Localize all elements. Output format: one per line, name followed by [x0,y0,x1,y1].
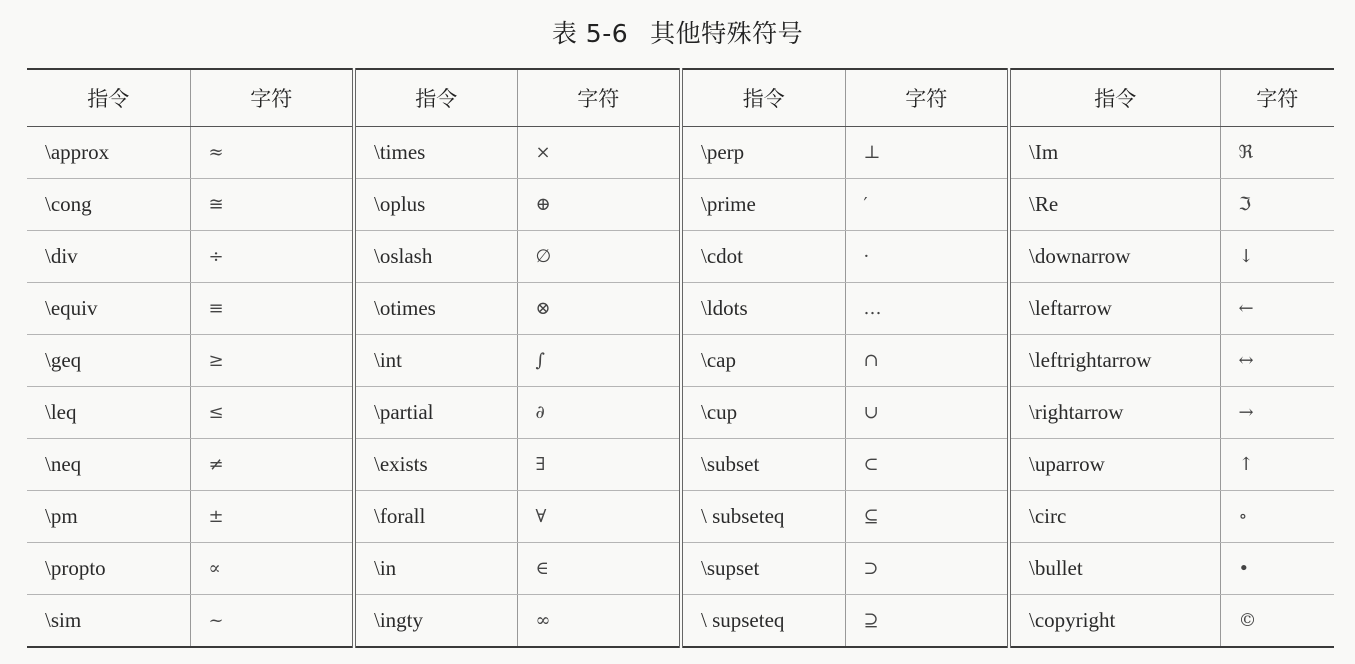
symbol-cell: ≤ [190,387,354,439]
command-cell: \circ [1009,491,1220,543]
command-cell: \cap [681,335,845,387]
symbol-cell: × [517,127,681,179]
symbol-cell: ∝ [190,543,354,595]
command-cell: \cup [681,387,845,439]
symbol-cell: ≡ [190,283,354,335]
symbol-cell: ↑ [1220,439,1334,491]
table-row [27,179,1334,231]
table-caption [0,14,1355,50]
symbol-cell: ∀ [517,491,681,543]
command-cell: \leftrightarrow [1009,335,1220,387]
command-cell: \bullet [1009,543,1220,595]
table-row [27,387,1334,439]
table-row [27,543,1334,595]
symbol-cell: ∫ [517,335,681,387]
table-row [27,595,1334,648]
command-cell: \otimes [354,283,517,335]
table-row [27,127,1334,179]
symbol-cell: ℜ [1220,127,1334,179]
command-cell: \leq [27,387,190,439]
command-cell: \times [354,127,517,179]
symbol-cell: ⊕ [517,179,681,231]
table-title: 其他特殊符号 [650,19,804,48]
command-cell: \in [354,543,517,595]
symbol-cell: ℑ [1220,179,1334,231]
symbol-cell: ∈ [517,543,681,595]
command-cell: \prime [681,179,845,231]
command-cell: \div [27,231,190,283]
command-cell: \neq [27,439,190,491]
symbol-cell: ≅ [190,179,354,231]
column-header-character: 字符 [845,69,1009,127]
symbol-cell: ∅ [517,231,681,283]
column-header-command: 指令 [681,69,845,127]
symbol-cell: ÷ [190,231,354,283]
table-row [27,283,1334,335]
symbol-cell: ⊃ [845,543,1009,595]
command-cell: \rightarrow [1009,387,1220,439]
command-cell: \ingty [354,595,517,648]
table-row [27,231,1334,283]
column-header-character: 字符 [1220,69,1334,127]
symbol-cell: … [845,283,1009,335]
symbol-table [27,68,1334,648]
symbol-cell: ∩ [845,335,1009,387]
symbol-cell: ≥ [190,335,354,387]
column-header-command: 指令 [27,69,190,127]
command-cell: \oplus [354,179,517,231]
symbol-cell: ~ [190,595,354,648]
symbol-cell: ∘ [1220,491,1334,543]
table-row [27,335,1334,387]
command-cell: \Re [1009,179,1220,231]
symbol-cell: ≈ [190,127,354,179]
command-cell: \subset [681,439,845,491]
command-cell: \equiv [27,283,190,335]
column-header-command: 指令 [1009,69,1220,127]
command-cell: \Im [1009,127,1220,179]
command-cell: \downarrow [1009,231,1220,283]
header-row [27,69,1334,127]
symbol-cell: ≠ [190,439,354,491]
command-cell: \propto [27,543,190,595]
command-cell: \approx [27,127,190,179]
symbol-cell: ′ [845,179,1009,231]
command-cell: \supset [681,543,845,595]
symbol-cell: ⊇ [845,595,1009,648]
command-cell: \forall [354,491,517,543]
command-cell: \cdot [681,231,845,283]
column-header-command: 指令 [354,69,517,127]
command-cell: \sim [27,595,190,648]
symbol-cell: → [1220,387,1334,439]
table-row [27,491,1334,543]
command-cell: \int [354,335,517,387]
symbol-cell: ∂ [517,387,681,439]
symbol-cell: ← [1220,283,1334,335]
symbol-cell: ∃ [517,439,681,491]
command-cell: \copyright [1009,595,1220,648]
command-cell: \ldots [681,283,845,335]
table-body [27,127,1334,648]
command-cell: \partial [354,387,517,439]
symbol-cell: ∞ [517,595,681,648]
command-cell: \ supseteq [681,595,845,648]
symbol-cell: · [845,231,1009,283]
command-cell: \exists [354,439,517,491]
symbol-cell: ⊆ [845,491,1009,543]
symbol-cell: ↓ [1220,231,1334,283]
command-cell: \perp [681,127,845,179]
symbol-cell: ± [190,491,354,543]
symbol-cell: ⊥ [845,127,1009,179]
command-cell: \uparrow [1009,439,1220,491]
command-cell: \oslash [354,231,517,283]
command-cell: \pm [27,491,190,543]
column-header-character: 字符 [190,69,354,127]
symbol-cell: © [1238,610,1257,631]
symbol-cell: ∪ [845,387,1009,439]
table-row [27,439,1334,491]
column-header-character: 字符 [517,69,681,127]
command-cell: \cong [27,179,190,231]
table-number: 表 5-6 [551,19,629,48]
command-cell: \leftarrow [1009,283,1220,335]
symbol-cell: ⊂ [845,439,1009,491]
command-cell: \ subseteq [681,491,845,543]
command-cell: \geq [27,335,190,387]
symbol-cell: • [1220,543,1334,595]
symbol-cell: ↔ [1220,335,1334,387]
symbol-cell: ⊗ [517,283,681,335]
